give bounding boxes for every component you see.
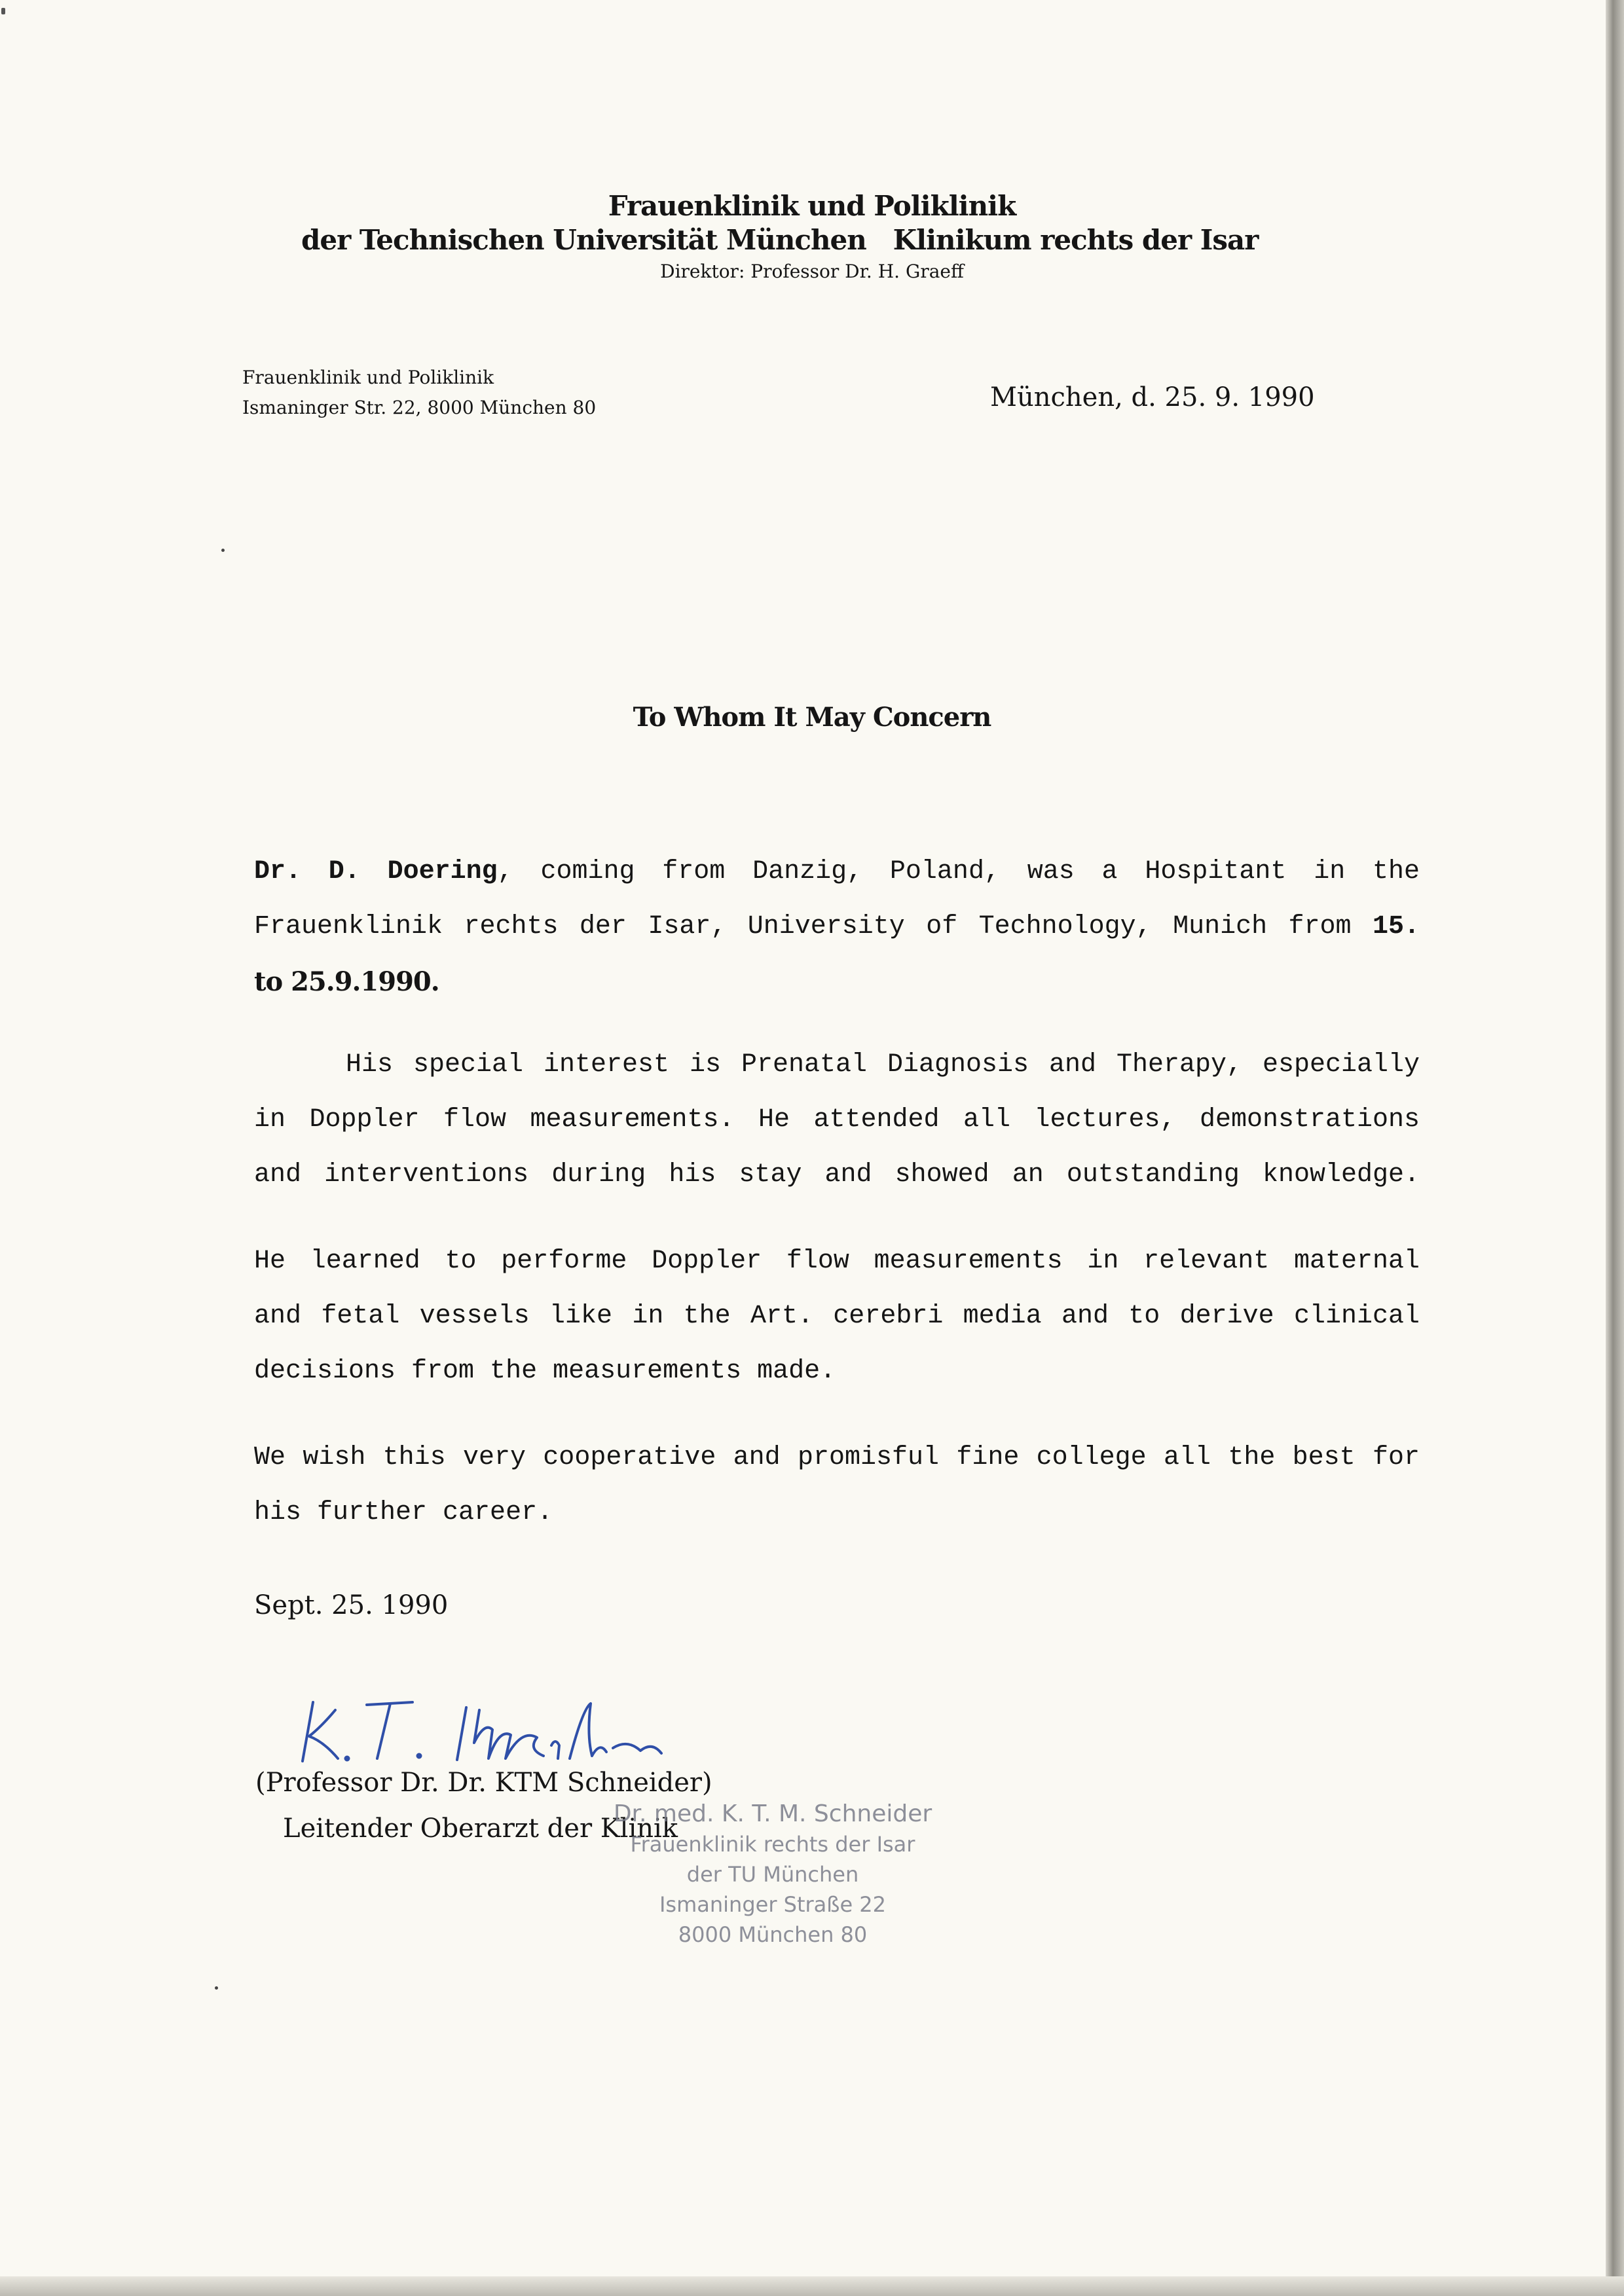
letter-date: München, d. 25. 9. 1990 [990,382,1315,412]
paragraph-1: Dr. D. Doering, coming from Danzig, Poland, was a Hospitant in the Frauenklinik rechts der Isar, University of Technology, Munich from 15. to 25.9.1990. [254,857,1420,997]
salutation: To Whom It May Concern [633,702,991,733]
doctor-name: Dr. D. Doering [254,857,498,886]
page-edge-right [1606,0,1624,2296]
signatory-name: (Professor Dr. Dr. KTM Schneider) [255,1768,712,1798]
scan-mark [1,8,5,14]
return-address-line2: Ismaninger Str. 22, 8000 München 80 [242,397,597,418]
clinic-stamp: Dr. med. K. T. M. Schneider Frauenklinik rechts der Isar der TU München Ismaninger Straße 22 8000 München 80 [613,1800,932,1947]
page-edge-bottom [0,2276,1624,2296]
letterhead-clinic-name: Frauenklinik und Poliklinik [608,190,1016,222]
paragraph-2: His special interest is Prenatal Diagnosis and Therapy, especially in Doppler flow measurements. He attended all lectures, demonstrations and interventions during his stay and showed an outstanding knowledge. [254,1050,1420,1190]
return-address-line1: Frauenklinik und Poliklinik [242,367,494,388]
scan-speck [215,1986,218,1990]
paragraph-4: We wish this very cooperative and promisful fine college all the best for his further career. [254,1443,1420,1527]
handwritten-signature [295,1696,714,1771]
signatory-title: Leitender Oberarzt der Klinik [283,1813,678,1844]
return-address [242,363,596,423]
paragraph-3: He learned to performe Doppler flow measurements in relevant maternal and fetal vessels like in the Art. cerebri media and to derive clinical decisions from the measurements made. [254,1247,1420,1386]
closing-date: Sept. 25. 1990 [254,1590,449,1620]
letterhead-university: der Technischen Universität München Klinikum rechts der Isar [301,224,1259,256]
scan-speck [221,549,225,552]
letterhead-director: Direktor: Professor Dr. H. Graeff [660,261,964,282]
